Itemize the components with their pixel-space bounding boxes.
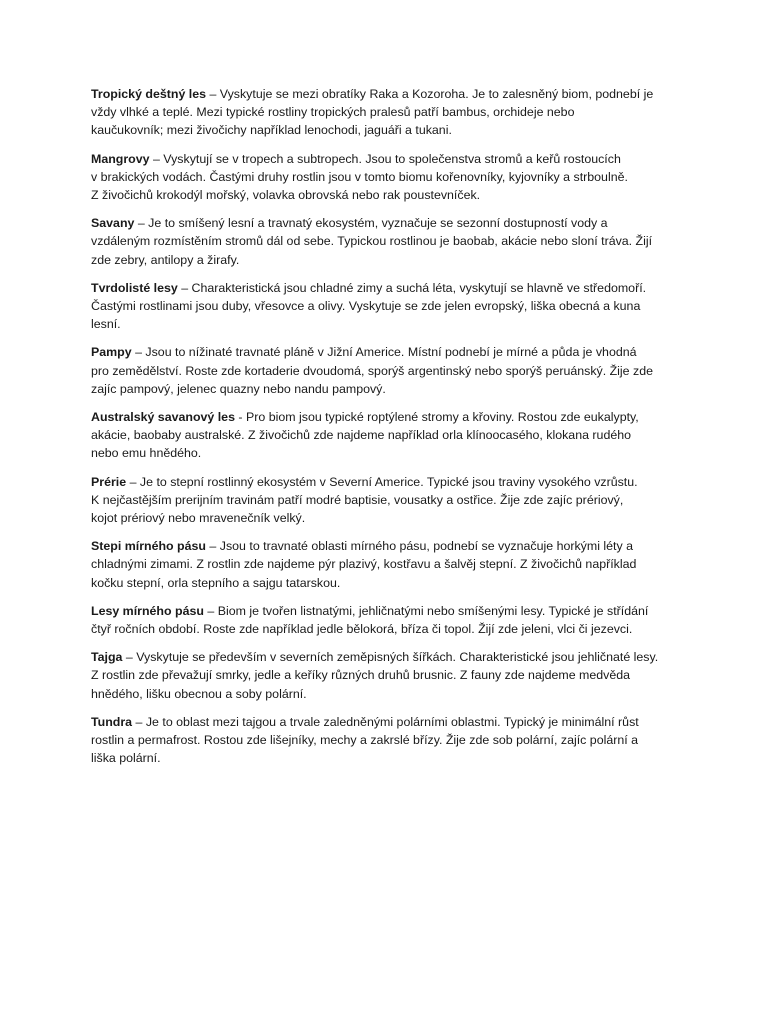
term-heading: Tajga xyxy=(91,650,123,665)
paragraph-text: – Biom je tvořen listnatými, jehličnatými nebo smíšenými lesy. Typické je střídání čtyř ročních období. Roste zde například jedle bělokorá, bříza či topol. Žijí zde jeleni, vlci či jezevci. xyxy=(91,603,649,637)
paragraph-text: – Jsou to travnaté oblasti mírného pásu, podnebí se vyznačuje horkými léty a chladnými zimami. Z rostlin zde najdeme pýr plazivý, kostřavu a šalvěj stepní. Z živočichů například kočku stepní, orla stepního a sajgu tatarskou. xyxy=(91,539,637,590)
paragraph-text: – Jsou to nížinaté travnaté pláně v Jižní Americe. Místní podnebí je mírné a půda je vhodná pro zemědělství. Roste zde kortaderie dvoudomá, sporýš argentinský nebo sporýš peruánský. Žije zde zajíc pampový, jelenec quazny nebo nandu pampový. xyxy=(91,345,653,396)
paragraph-tropical-rainforest xyxy=(91,85,681,140)
paragraph-pampas xyxy=(91,343,681,398)
paragraph-text: - Pro biom jsou typické roptýlené stromy a křoviny. Rostou zde eukalypty, akácie, baobaby australské. Z živočichů zde najdeme například orla klínoocasého, klokana rudého nebo emu hnědého. xyxy=(91,410,639,461)
term-heading: Stepi mírného pásu xyxy=(91,539,206,554)
term-heading: Savany xyxy=(91,216,135,231)
paragraph-text: – Charakteristická jsou chladné zimy a suchá léta, vyskytují se hlavně ve středomoří. Častými rostlinami jsou duby, vřesovce a olivy. Vyskytuje se zde jelen evropský, liška obecná a kuna lesní. xyxy=(91,280,647,332)
paragraph-text: – Vyskytuje se především v severních zeměpisných šířkách. Charakteristické jsou jehličnaté lesy. Z rostlin zde převažují smrky, jedle a keříky různých druhů brusnic. Z fauny zde najdeme medvěda hnědého, lišku obecnou a soby polární. xyxy=(91,650,659,701)
paragraph-text: – Vyskytuje se mezi obratíky Raka a Kozoroha. Je to zalesněný biom, podnebí je vždy vlhké a teplé. Mezi typické rostliny tropických pralesů patří bambus, orchideje nebo kaučukovník; mezi živočichy například lenochodi, jaguáři a tukani. xyxy=(91,87,654,138)
document-body xyxy=(91,85,681,778)
paragraph-sclerophyll-forests xyxy=(91,279,681,334)
term-heading: Australský savanový les xyxy=(91,410,235,425)
paragraph-mangroves xyxy=(91,150,681,205)
paragraph-text: – Je to oblast mezi tajgou a trvale zaledněnými polárními oblastmi. Typický je minimální růst rostlin a permafrost. Rostou zde lišejníky, mechy a zakrslé břízy. Žije zde sob polární, zajíc polární a liška polární. xyxy=(91,714,639,766)
paragraph-taiga xyxy=(91,648,681,703)
paragraph-savannas xyxy=(91,214,681,269)
paragraph-text: – Je to stepní rostlinný ekosystém v Severní Americe. Typické jsou traviny vysokého vzrůstu. K nejčastějším prerijním travinám patří modré baptisie, vousatky a ostřice. Žije zde zajíc prériový, kojot prériový nebo mravenečník velký. xyxy=(91,474,638,526)
paragraph-text: – Vyskytují se v tropech a subtropech. Jsou to společenstva stromů a keřů rostoucích v brakických vodách. Častými druhy rostlin jsou v tomto biomu kořenovníky, kyjovníky a strboulně. Z živočichů krokodýl mořský, volavka obrovská nebo rak poustevníček. xyxy=(91,151,628,203)
term-heading: Mangrovy xyxy=(91,151,150,166)
term-heading: Pampy xyxy=(91,345,132,360)
term-heading: Tropický deštný les xyxy=(91,87,207,101)
term-heading: Tvrdolisté lesy xyxy=(91,280,178,295)
paragraph-australian-savanna-forest xyxy=(91,408,681,463)
paragraph-temperate-forests xyxy=(91,602,681,638)
paragraph-text: – Je to smíšený lesní a travnatý ekosystém, vyznačuje se sezonní dostupností vody a vzdáleným rozmístěním stromů dál od sebe. Typickou rostlinou je baobab, akácie nebo sloní tráva. Žijí zde zebry, antilopy a žirafy. xyxy=(91,216,653,267)
paragraph-temperate-steppes xyxy=(91,537,681,592)
term-heading: Prérie xyxy=(91,474,127,489)
term-heading: Tundra xyxy=(91,714,133,729)
paragraph-tundra xyxy=(91,713,681,768)
paragraph-prairie xyxy=(91,473,681,528)
term-heading: Lesy mírného pásu xyxy=(91,603,204,618)
